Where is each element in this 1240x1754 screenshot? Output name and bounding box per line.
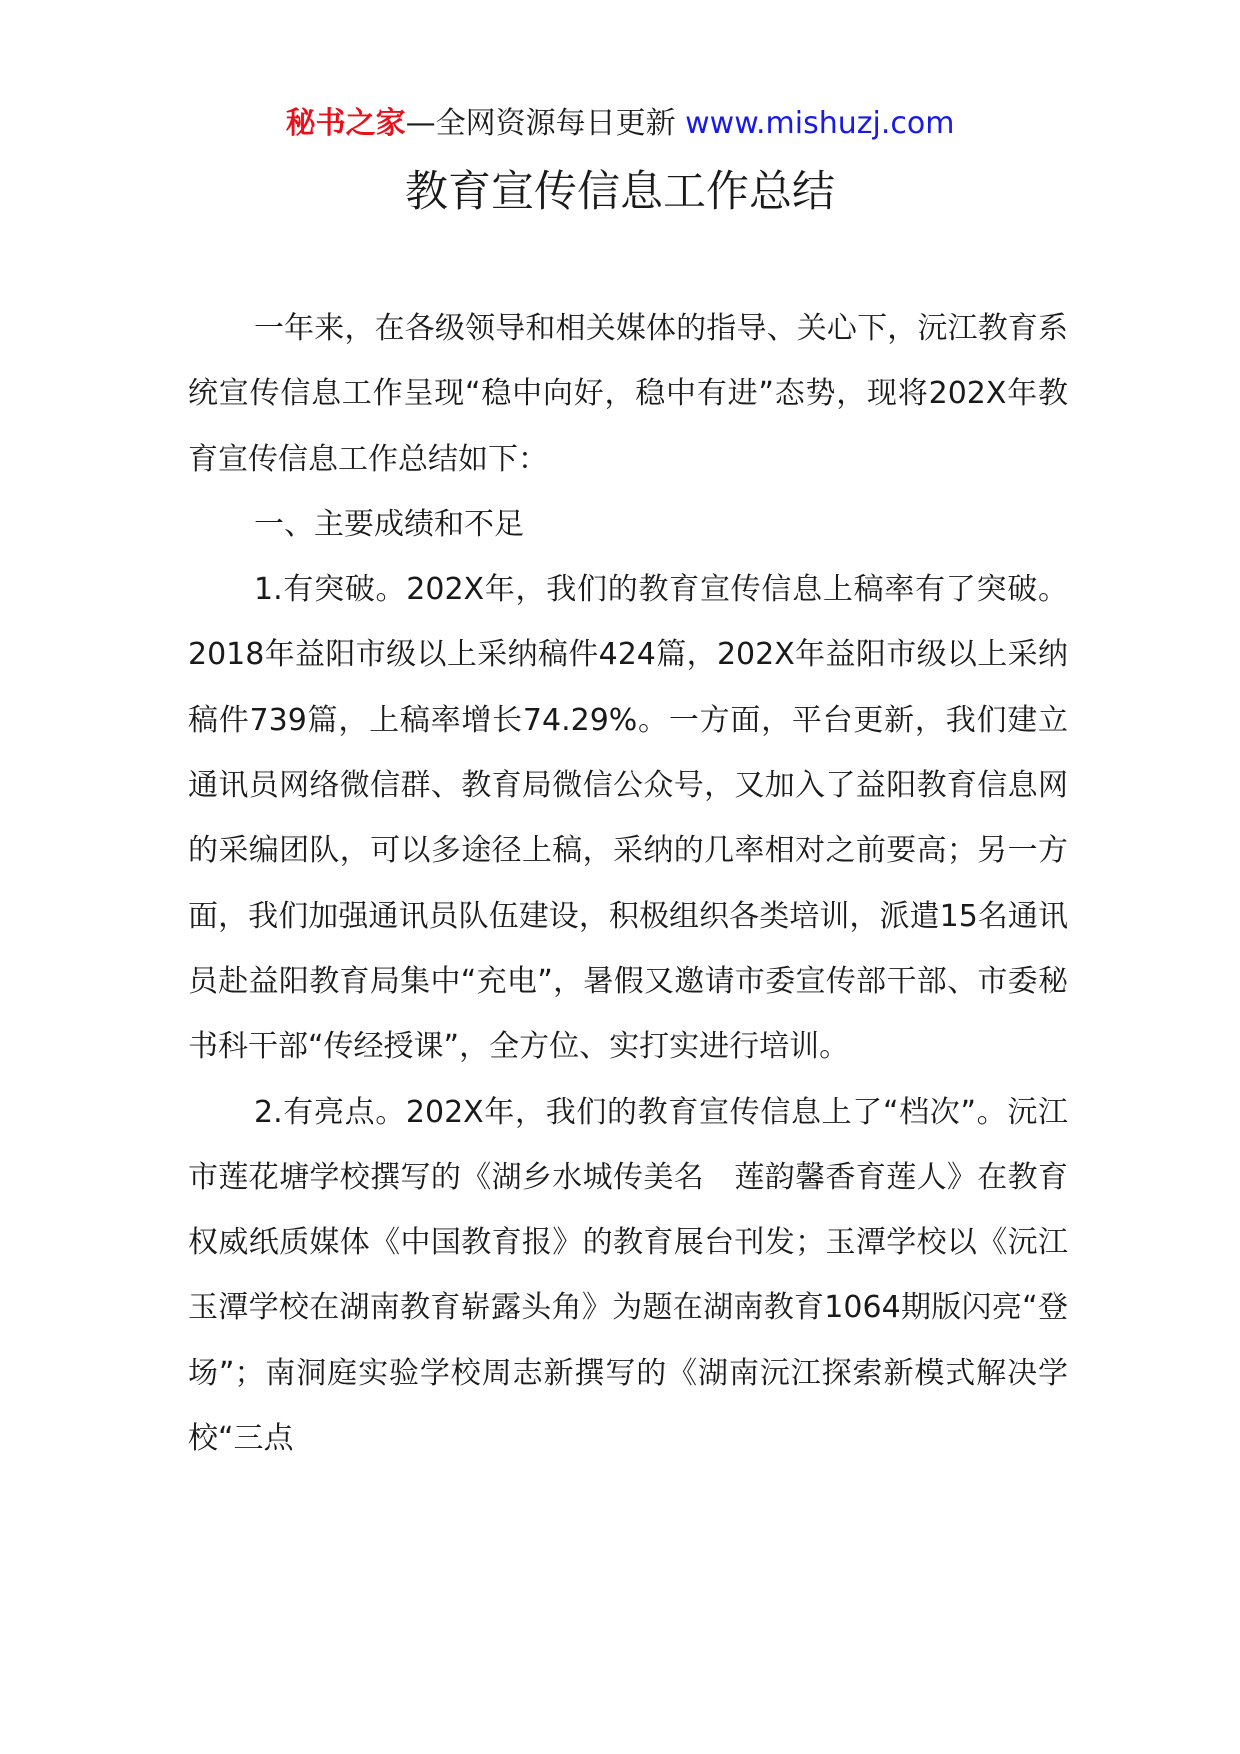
header-tagline: —全网资源每日更新 [405, 106, 686, 141]
site-url: www.mishuzj.com [685, 106, 955, 141]
paragraph-highlights: 2.有亮点。202X年，我们的教育宣传信息上了“档次”。沅江市莲花塘学校撰写的《湖乡水城传美名 莲韵馨香育莲人》在教育权威纸质媒体《中国教育报》的教育展台刊发；玉潭学校以《沅江玉潭学校在湖南教育崭露头角》为题在湖南教育1064期版闪亮“登场”；南洞庭实验学校周志新撰写的《湖南沅江探索新模式解决学校“三点 [188, 1094, 1068, 1457]
brand-name: 秘书之家 [285, 106, 406, 141]
document-title: 教育宣传信息工作总结 [405, 167, 835, 217]
page-header [0, 100, 1240, 148]
paragraph-intro: 一年来，在各级领导和相关媒体的指导、关心下，沅江教育系统宣传信息工作呈现“稳中向好，稳中有进”态势，现将202X年教育宣传信息工作总结如下： [188, 311, 1068, 477]
section-heading: 一、主要成绩和不足 [254, 506, 524, 542]
document-body [188, 296, 1068, 1471]
paragraph-breakthrough: 1.有突破。202X年，我们的教育宣传信息上稿率有了突破。2018年益阳市级以上采纳稿件424篇，202X年益阳市级以上采纳稿件739篇，上稿率增长74.29%。一方面，平台更新，我们建立通讯员网络微信群、教育局微信公众号，又加入了益阳教育信息网的采编团队，可以多途径上稿，采纳的几率相对之前要高；另一方面，我们加强通讯员队伍建设，积极组织各类培训，派遣15名通讯员赴益阳教育局集中“充电”，暑假又邀请市委宣传部干部、市委秘书科干部“传经授课”，全方位、实打实进行培训。 [188, 572, 1068, 1065]
